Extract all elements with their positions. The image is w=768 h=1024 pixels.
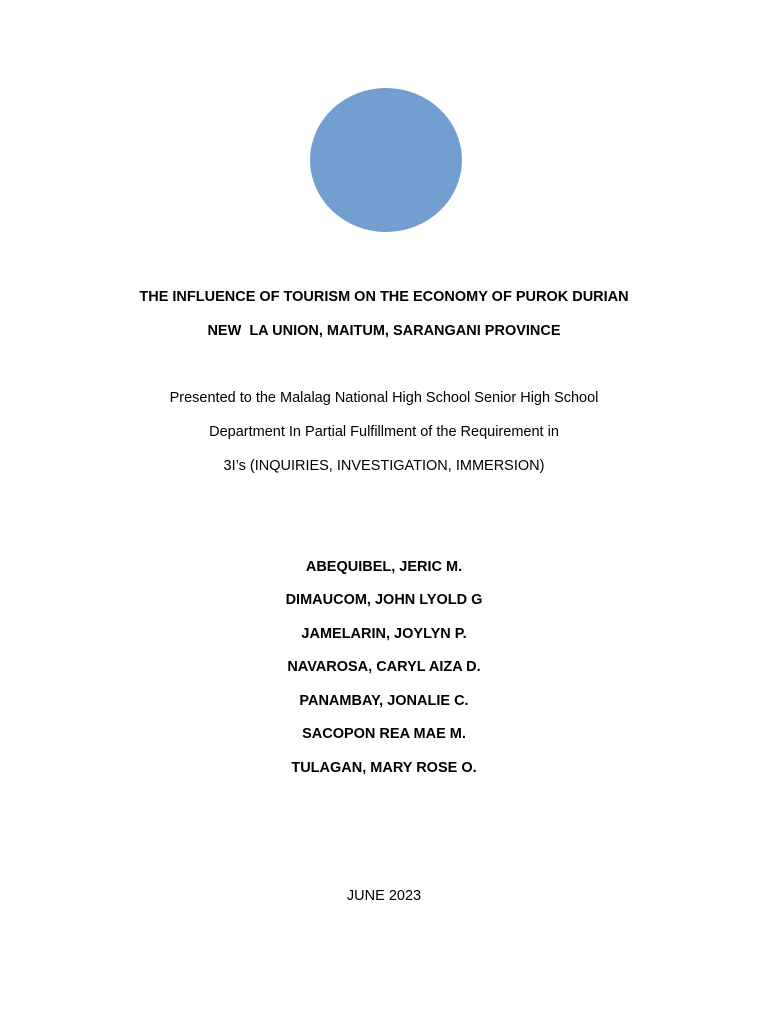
author-name: DIMAUCOM, JOHN LYOLD G bbox=[285, 592, 483, 608]
logo-placeholder-circle bbox=[310, 88, 462, 232]
title-line-2: NEW LA UNION, MAITUM, SARANGANI PROVINCE bbox=[207, 323, 561, 339]
author-name: JAMELARIN, JOYLYN P. bbox=[301, 626, 467, 642]
author-name: PANAMBAY, JONALIE C. bbox=[299, 693, 469, 709]
title-line-1: THE INFLUENCE OF TOURISM ON THE ECONOMY OF PUROK DURIAN bbox=[139, 289, 629, 305]
author-name: NAVAROSA, CARYL AIZA D. bbox=[287, 659, 481, 675]
author-name: SACOPON REA MAE M. bbox=[302, 726, 466, 742]
author-name: TULAGAN, MARY ROSE O. bbox=[291, 760, 477, 776]
presentation-line-2: Department In Partial Fulfillment of the Requirement in bbox=[209, 424, 559, 440]
presentation-line-3: 3I’s (INQUIRIES, INVESTIGATION, IMMERSION) bbox=[223, 458, 545, 474]
presentation-line-1: Presented to the Malalag National High School Senior High School bbox=[169, 390, 599, 406]
author-name: ABEQUIBEL, JERIC M. bbox=[305, 559, 463, 575]
submission-date: JUNE 2023 bbox=[346, 888, 422, 904]
